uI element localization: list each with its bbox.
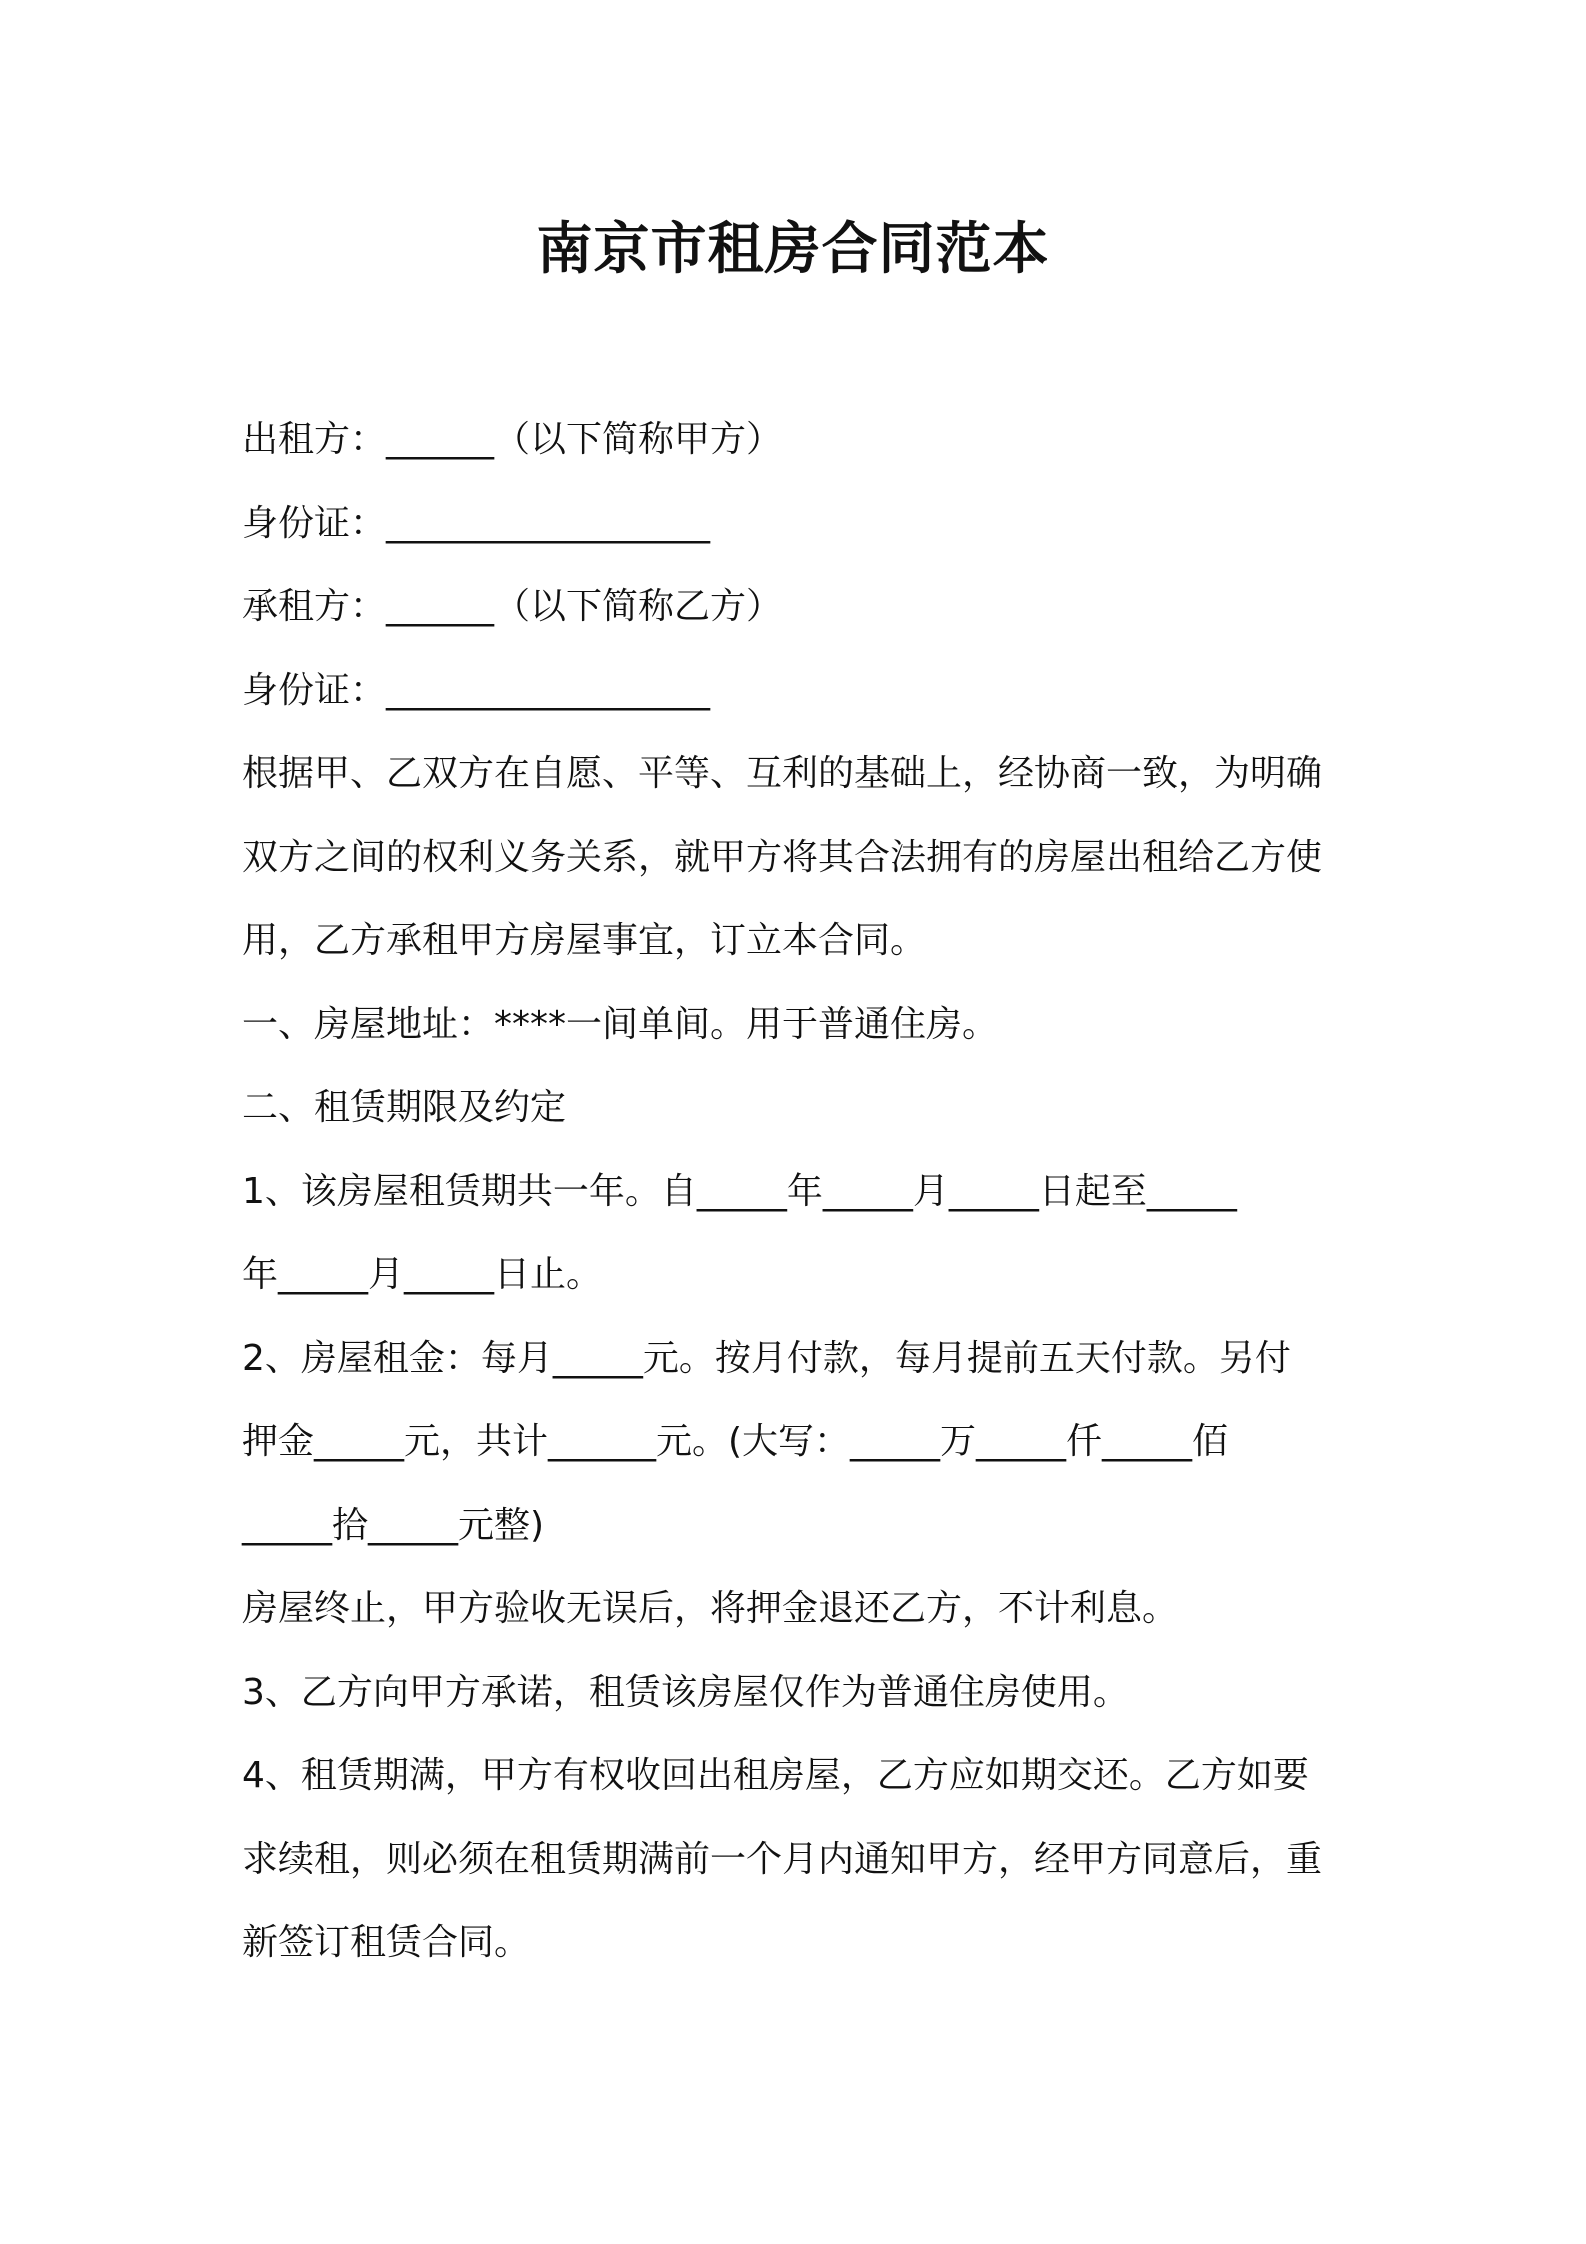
contract-body xyxy=(242,398,1362,1985)
clause-1-line-2: 年_____月_____日止。 xyxy=(242,1254,603,1295)
preamble-line-1: 根据甲、乙双方在自愿、平等、互利的基础上，经协商一致，为明确 xyxy=(242,753,1323,794)
preamble-line-3: 用，乙方承租甲方房屋事宜，订立本合同。 xyxy=(242,920,927,961)
preamble-line-2: 双方之间的权利义务关系，就甲方将其合法拥有的房屋出租给乙方使 xyxy=(242,836,1323,878)
clause-2-line-2: 押金_____元，共计______元。(大写：_____万_____仟_____佰 xyxy=(242,1421,1229,1462)
clause-4-line-2: 求续租，则必须在租赁期满前一个月内通知甲方，经甲方同意后，重 xyxy=(242,1838,1323,1880)
deposit-return-line: 房屋终止，甲方验收无误后，将押金退还乙方，不计利息。 xyxy=(242,1588,1179,1629)
clause-2-line-3: _____拾_____元整) xyxy=(242,1504,545,1546)
section-1-address: 一、房屋地址：****一间单间。用于普通住房。 xyxy=(242,1003,999,1045)
clause-4-line-3: 新签订租赁合同。 xyxy=(242,1922,531,1963)
lessor-line: 出租方：______（以下简称甲方） xyxy=(242,419,783,460)
clause-4-line-1: 4、租赁期满，甲方有权收回出租房屋，乙方应如期交还。乙方如要 xyxy=(242,1755,1309,1796)
lessor-id-line: 身份证：__________________ xyxy=(242,502,711,544)
document-title: 南京市租房合同范本 xyxy=(536,217,1050,282)
lessee-line: 承租方：______（以下简称乙方） xyxy=(242,586,783,627)
clause-1-line-1: 1、该房屋租赁期共一年。自_____年_____月_____日起至_____ xyxy=(242,1170,1237,1212)
section-2-heading: 二、租赁期限及约定 xyxy=(242,1087,567,1128)
lessee-id-line: 身份证：__________________ xyxy=(242,669,711,711)
clause-3-line: 3、乙方向甲方承诺，租赁该房屋仅作为普通住房使用。 xyxy=(242,1671,1129,1713)
clause-2-line-1: 2、房屋租金：每月_____元。按月付款，每月提前五天付款。另付 xyxy=(242,1337,1291,1379)
